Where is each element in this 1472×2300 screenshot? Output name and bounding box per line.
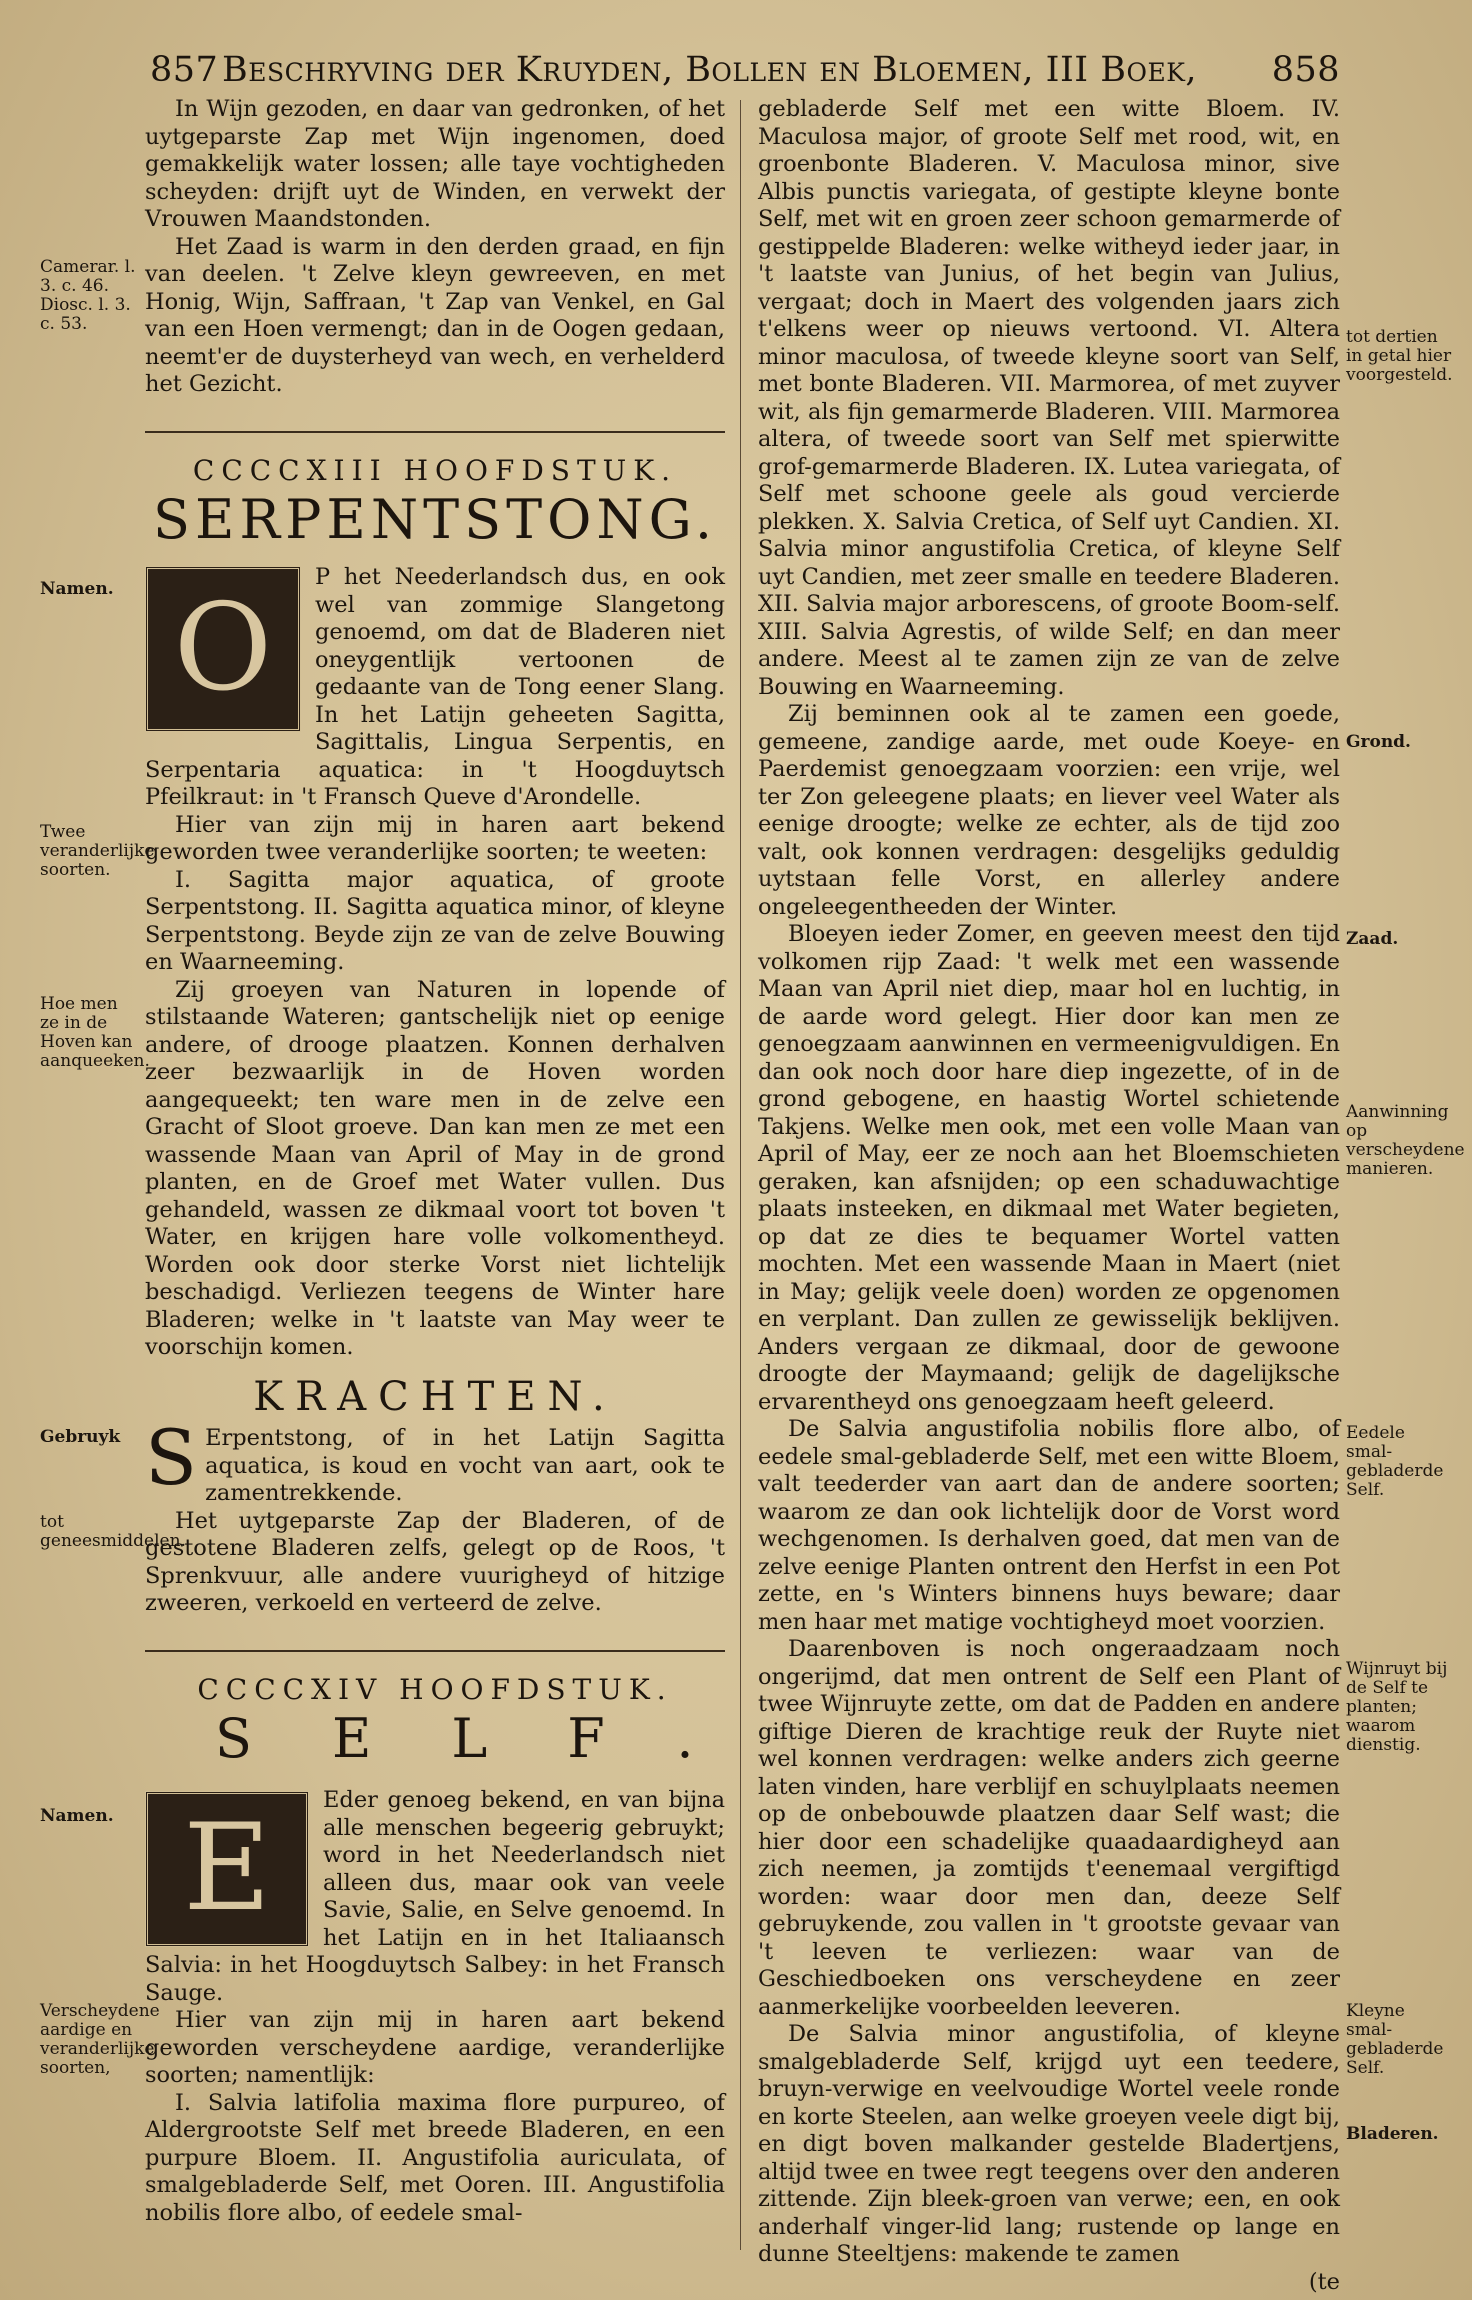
chapter-label: CCCCXIV HOOFDSTUK.: [197, 1672, 673, 1706]
paragraph: Het Zaad is warm in den derden graad, en fijn van deelen. 't Zelve kleyn gewreeven, en met Honig, Wijn, Saffraan, 't Zap van Venkel, en Gal van een Hoen vermengt; dan in de Oogen gedaan, neemt'er de duysterheyd van wech, en verhelderd het Gezicht.: [145, 233, 725, 397]
ornamental-initial: E: [145, 1791, 309, 1947]
margin-note: Grond.: [1346, 732, 1411, 752]
margin-note: Gebruyk: [40, 1427, 121, 1447]
margin-note: Zaad.: [1346, 929, 1399, 949]
margin-note: Twee veranderlijke soorten.: [40, 822, 155, 880]
catchword: (te: [1308, 2268, 1340, 2295]
paragraph: Hier van zijn mij in haren aart bekend geworden twee veranderlijke soorten; te weeten:: [145, 811, 725, 865]
section-heading: KRACHTEN.: [253, 1373, 617, 1420]
paragraph: Het uytgeparste Zap der Bladeren, of de gestotene Bladeren zelfs, gelegt op de Roos, 't Sprenkvuur, alle andere vuurigheyd of hitzige zweeren, verkoeld en verteerd de zelve.: [145, 1507, 725, 1616]
page-number-right: 858: [1271, 50, 1340, 90]
margin-note: Namen.: [40, 579, 114, 599]
margin-note: Aanwinning op verscheydene manieren.: [1346, 1102, 1465, 1179]
paragraph: In Wijn gezoden, en daar van gedronken, of het uytgeparste Zap met Wijn ingenomen, doed gemakkelijk water lossen; alle taye vochtigheden scheyden: drijft uyt de Winden, en verwekt der Vrouwen Maandstonden.: [145, 96, 725, 232]
margin-note: Kleyne smal-gebladerde Self.: [1346, 2001, 1444, 2078]
left-column: [145, 96, 774, 2227]
margin-note-reference: Camerar. l. 3. c. 46. Diosc. l. 3. c. 53.: [40, 257, 136, 334]
ornamental-initial: O: [145, 566, 301, 732]
margin-note: Hoe men ze in de Hoven kan aanqueeken.: [40, 994, 150, 1071]
page-number-left: 857: [150, 50, 219, 90]
running-title: Beschryving der Kruyden, Bollen en Bloemen, III Boek,: [222, 50, 1198, 90]
margin-note: Namen.: [40, 1806, 114, 1826]
chapter-title: SERPENTSTONG.: [153, 488, 717, 551]
column-divider: [740, 100, 741, 2250]
paragraph: Hier van zijn mij in haren aart bekend geworden verscheydene aardige, veranderlijke soorten; namentlijk:: [145, 2007, 725, 2088]
page-header: [150, 50, 1340, 94]
paragraph: Daarenboven is noch ongeraadzaam noch ongerijmd, dat men ontrent de Self een Plant of twee Wijnruyte zette, om dat de Padden en andere giftige Dieren de krachtige reuk der Ruyte niet wel konnen verdragen: welke anders zich geerne laten vinden, hare verblijf en schuylplaats neemen op de onbebouwde plaatzen daar Self wast; die hier door een schadelijke quaadaardigheyd aan zich neemen, ja zomtijds t'eenemaal vergiftigd worden: waar door men dan, deeze Self gebruykende, zou vallen in 't grootste gevaar van 't leeven te verliezen: waar van de Geschiedboeken ons verscheydene en zeer aanmerkelijke voorbeelden leeveren.: [758, 1636, 1340, 2020]
paragraph: Zij beminnen ook al te zamen een goede, gemeene, zandige aarde, met oude Koeye- en Paerdemist genoegzaam voorzien: een vrije, wel ter Zon geleegene plaats; en liever veel Water als eenige droogte; welke ze echter, als de tijd zoo valt, ook konnen verdragen: desgelijks geduldig uytstaan felle Vorst, en allerley andere ongeleegentheeden der Winter.: [758, 701, 1340, 920]
margin-note: Wijnruyt bij de Self te planten; waarom dienstig.: [1346, 1659, 1448, 1755]
chapter-title: SELF.: [215, 1707, 774, 1770]
paragraph: I. Sagitta major aquatica, of groote Serpentstong. II. Sagitta aquatica minor, of kleyne Serpentstong. Beyde zijn ze van de zelve Bouwing en Waarneeming.: [145, 866, 725, 975]
horizontal-rule: [145, 431, 725, 433]
paragraph: Eder genoeg bekend, en van bijna alle menschen begeerig gebruykt; word in het Neederlandsch niet alleen dus, maar ook van veele Savie, Salie, en Selve genoemd. In het Latijn en in het Italiaansch Salvia: in het Hoogduytsch Salbey: in het Fransch Sauge.: [145, 1787, 725, 2006]
initial-letter: S: [145, 1413, 198, 1502]
paragraph: De Salvia angustifolia nobilis flore albo, of eedele smal-gebladerde Self, met een witte Bloem, valt teederder van aart dan de andere soorten; waarom ze dan ook lichtelijk door de Vorst word wechgenomen. Is derhalven goed, dat men van de zelve eenige Planten ontrent den Herfst in een Pot zette, en 's Winters binnens huys beware; daar men haar met matige vochtigheyd moet voorzien.: [758, 1416, 1340, 1635]
margin-note: tot geneesmiddelen.: [40, 1512, 186, 1551]
paragraph: gebladerde Self met een witte Bloem. IV. Maculosa major, of groote Self met rood, wit, en groenbonte Bladeren. V. Maculosa minor, sive Albis punctis variegata, of gestipte kleyne bonte Self, met wit en groen zeer schoon gemarmerde of gestippelde Bladeren: welke witheyd ieder jaar, in 't laatste van Junius, of het begin van Julius, vergaat; doch in Maert des volgenden jaars zich t'elkens weer op nieuws vertoond. VI. Altera minor maculosa, of tweede kleyne soort van Self, met bonte Bladeren. VII. Marmorea, of met zuyver wit, als fijn gemarmerde Bladeren. VIII. Marmorea altera, of tweede soort van Self met spierwitte grof-gemarmerde Bladeren. IX. Lutea variegata, of Self met schoone geele als goud vercierde plekken. X. Salvia Cretica, of Self uyt Candien. XI. Salvia minor angustifolia Cretica, of kleyne Self uyt Candien, met zeer smalle en teedere Bladeren. XII. Salvia major arborescens, of groote Boom-self. XIII. Salvia Agrestis, of wilde Self; en dan meer andere. Meest al te zamen zijn ze van de zelve Bouwing en Waarneeming.: [758, 96, 1340, 700]
margin-note: Verscheydene aardige en veranderlijke soorten,: [40, 2001, 160, 2078]
margin-note: tot dertien in getal hier voorgesteld.: [1346, 327, 1453, 385]
paragraph: P het Neederlandsch dus, en ook wel van zommige Slangetong genoemd, om dat de Bladeren niet oneygentlijk vertoonen de gedaante van de Tong eener Slang. In het Latijn geheeten Sagitta, Sagittalis, Lingua Serpentis, en Serpentaria aquatica: in 't Hoogduytsch Pfeilkraut: in 't Fransch Queve d'Arondelle.: [145, 564, 725, 810]
paragraph: I. Salvia latifolia maxima flore purpureo, of Aldergrootste Self met breede Bladeren, en een purpure Bloem. II. Angustifolia auriculata, of smalgebladerde Self, met Ooren. III. Angustifolia nobilis flore albo, of eedele smal-: [145, 2089, 725, 2226]
paragraph: Erpentstong, of in het Latijn Sagitta aquatica, is koud en vocht van aart, ook te zamentrekkende.: [205, 1425, 725, 1506]
margin-note: Bladeren.: [1346, 2124, 1439, 2144]
paragraph: Bloeyen ieder Zomer, en geeven meest den tijd volkomen rijp Zaad: 't welk met een wassende Maan van April niet diep, maar hol en luchtig, in de aarde word gelegt. Hier door kan men ze genoegzaam aanwinnen en vermeenigvuldigen. En dan ook noch door hare diep ingezette, of in de grond gebogene, en haastig Wortel schietende Takjens. Welke men ook, met een volle Maan van April of May, eer ze noch aan het Bloemschieten geraken, kan afsnijden; op een schaduwachtige plaats insteeken, en dikmaal met Water begieten, op dat ze dies te bequamer Wortel vatten mochten. Met een wassende Maan in Maert (niet in May; gelijk veele doen) worden ze opgenomen en verplant. Dan zullen ze gewisselijk beklijven. Anders vergaan ze dikmaal, door de gewoone droogte der Maymaand; gelijk de dagelijksche ervarentheyd ons genoegzaam heeft geleerd.: [758, 921, 1340, 1415]
horizontal-rule: [145, 1650, 725, 1652]
paragraph: De Salvia minor angustifolia, of kleyne smalgebladerde Self, krijgd uyt een teedere, bruyn-verwige en veelvoudige Wortel veele ronde en korte Steelen, aan welke groeyen veele digt bij, en digt boven malkander gestelde Bladertjens, altijd twee en twee regt teegens over den anderen zittende. Zijn bleek-groen van verwe; een, en ook anderhalf vinger-lid lang; rustende op lange en dunne Steeltjens: makende te zamen: [758, 2021, 1340, 2267]
right-column: [758, 96, 1340, 2296]
margin-note: Eedele smal-gebladerde Self.: [1346, 1423, 1444, 1500]
paragraph: Zij groeyen van Naturen in lopende of stilstaande Wateren; gantschelijk niet op eenige andere, of drooge plaatzen. Konnen derhalven zeer bezwaarlijk in de Hoven worden aangequeekt; ten ware men in de zelve een Gracht of Sloot groeve. Dan kan men ze met een wassende Maan van April of May in de grond planten, en de Groef met Water vullen. Dus gehandeld, wassen ze dikmaal voort tot boven 't Water, en krijgen hare volle volkomentheyd. Worden ook door sterke Vorst niet lichtelijk beschadigd. Verliezen teegens de Winter hare Bladeren; welke in 't laatste van May weer te voorschijn komen.: [145, 976, 725, 1360]
chapter-label: CCCCXIII HOOFDSTUK.: [192, 453, 678, 487]
